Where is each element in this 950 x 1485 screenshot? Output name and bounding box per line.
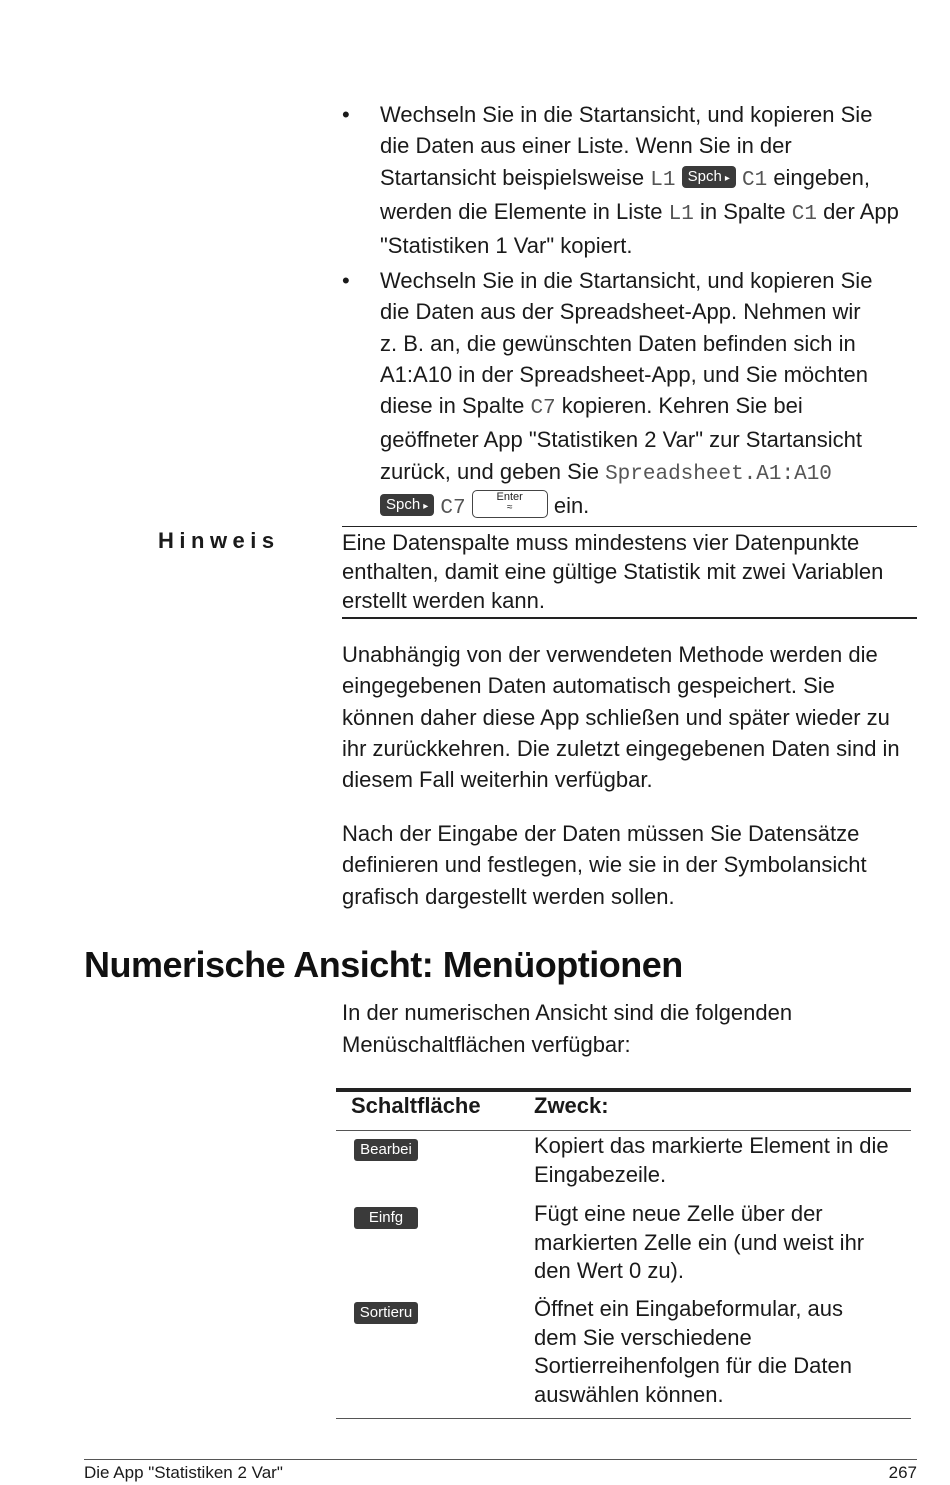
table-header-button: Schaltfläche xyxy=(351,1093,481,1118)
text-line: Kopiert das markierte Element in die xyxy=(534,1133,889,1158)
approx-icon: ≈ xyxy=(506,502,513,514)
table-cell-purpose xyxy=(534,1200,904,1286)
code-spreadsheet-ref: Spreadsheet.A1:A10 xyxy=(605,462,832,486)
text-line: auswählen können. xyxy=(534,1382,724,1408)
bearbei-menu-button: Bearbei xyxy=(354,1139,418,1161)
text-span: eingeben, xyxy=(773,164,870,190)
text-line: z. B. an, die gewünschten Daten befinden sich in xyxy=(380,330,856,356)
page-number: 267 xyxy=(888,1463,917,1482)
text-span: ein. xyxy=(553,493,590,519)
text-span: Startansicht beispielsweise xyxy=(380,164,645,190)
arrow-right-icon: ▸ xyxy=(423,501,429,513)
text-span: kopieren. Kehren Sie bei xyxy=(561,393,803,419)
section-intro xyxy=(342,997,922,1061)
text-line: die Daten aus der Spreadsheet-App. Nehmen wir xyxy=(380,299,861,325)
text-line: Menüschaltflächen verfügbar: xyxy=(342,1032,631,1057)
code-column-name: C7 xyxy=(440,497,466,521)
table-cell-purpose xyxy=(534,1295,904,1410)
text-line: diesem Fall weiterhin verfügbar. xyxy=(342,767,653,793)
table-top-rule xyxy=(336,1088,911,1092)
text-line: Sortierreihenfolgen für die Daten xyxy=(534,1353,852,1379)
text-line xyxy=(380,196,920,230)
footer-title: Die App "Statistiken 2 Var" xyxy=(84,1463,283,1482)
text-line: A1:A10 in der Spreadsheet-App, und Sie möchten xyxy=(380,361,868,387)
code-column-name: C1 xyxy=(741,168,768,192)
arrow-right-icon: ▸ xyxy=(724,172,730,184)
spch-key xyxy=(682,166,736,188)
text-line: markierten Zelle ein (und weist ihr xyxy=(534,1229,865,1255)
text-line xyxy=(380,390,920,424)
text-span: der App xyxy=(823,198,899,224)
footer-rule xyxy=(84,1459,917,1460)
table-bottom-rule xyxy=(336,1418,911,1419)
text-line: eingegebenen Daten automatisch gespeichert. Sie xyxy=(342,673,835,699)
key-label: Spch xyxy=(687,167,722,185)
spch-key xyxy=(380,494,434,516)
text-line: Unabhängig von der verwendeten Methode werden die xyxy=(342,642,878,667)
text-line: enthalten, damit eine gültige Statistik mit zwei Variablen xyxy=(342,559,884,584)
text-span: werden die Elemente in Liste xyxy=(380,198,663,224)
bullet-marker: • xyxy=(342,102,350,127)
text-span: zurück, und geben Sie xyxy=(380,458,599,484)
text-span: in Spalte xyxy=(699,198,786,224)
key-label: Enter xyxy=(496,491,523,504)
text-line: Öffnet ein Eingabeformular, aus xyxy=(534,1296,844,1321)
text-line: geöffneter App "Statistiken 2 Var" zur Startansicht xyxy=(380,427,862,453)
section-heading: Numerische Ansicht: Menüoptionen xyxy=(84,944,683,985)
text-line: die Daten aus einer Liste. Wenn Sie in der xyxy=(380,133,792,159)
enter-key xyxy=(472,490,548,518)
table-cell-purpose xyxy=(534,1132,904,1189)
code-column-name: C1 xyxy=(791,202,817,226)
table-header-purpose: Zweck: xyxy=(534,1093,609,1118)
text-line: Fügt eine neue Zelle über der xyxy=(534,1201,823,1226)
code-column-name: C7 xyxy=(530,397,556,421)
text-line: Wechseln Sie in die Startansicht, und kopieren Sie xyxy=(380,102,873,127)
code-list-name: L1 xyxy=(650,168,676,192)
paragraph xyxy=(342,639,922,795)
key-label: Spch xyxy=(386,496,421,514)
text-line: dem Sie verschiedene xyxy=(534,1324,752,1350)
text-line: In der numerischen Ansicht sind die folgenden xyxy=(342,1000,793,1025)
text-line: "Statistiken 1 Var" kopiert. xyxy=(380,233,633,259)
text-line: Nach der Eingabe der Daten müssen Sie Datensätze xyxy=(342,821,860,846)
text-line: Eine Datenspalte muss mindestens vier Datenpunkte xyxy=(342,530,860,555)
text-line xyxy=(380,456,920,490)
bullet-item xyxy=(380,99,920,261)
text-line: können daher diese App schließen und später wieder zu xyxy=(342,704,890,730)
note-text xyxy=(342,528,922,615)
bullet-item xyxy=(380,265,920,524)
text-line: grafisch dargestellt werden sollen. xyxy=(342,883,675,909)
table-header-rule xyxy=(336,1130,911,1131)
text-line: den Wert 0 zu). xyxy=(534,1258,684,1284)
bullet-marker: • xyxy=(342,268,350,293)
text-line xyxy=(380,490,920,524)
text-line: ihr zurückkehren. Die zuletzt eingegebenen Daten sind in xyxy=(342,735,900,761)
code-list-name: L1 xyxy=(668,202,694,226)
text-line: Eingabezeile. xyxy=(534,1161,667,1187)
paragraph xyxy=(342,818,922,912)
sortieru-menu-button: Sortieru xyxy=(354,1302,418,1324)
text-line: definieren und festlegen, wie sie in der Symbolansicht xyxy=(342,852,867,878)
text-line: erstellt werden kann. xyxy=(342,588,545,613)
text-line xyxy=(380,162,920,196)
einfg-menu-button: Einfg xyxy=(354,1207,418,1229)
text-span: diese in Spalte xyxy=(380,393,525,419)
note-bottom-rule xyxy=(342,617,917,619)
text-line: Wechseln Sie in die Startansicht, und kopieren Sie xyxy=(380,268,873,293)
note-label: Hinweis xyxy=(158,528,280,553)
note-top-rule xyxy=(342,526,917,527)
